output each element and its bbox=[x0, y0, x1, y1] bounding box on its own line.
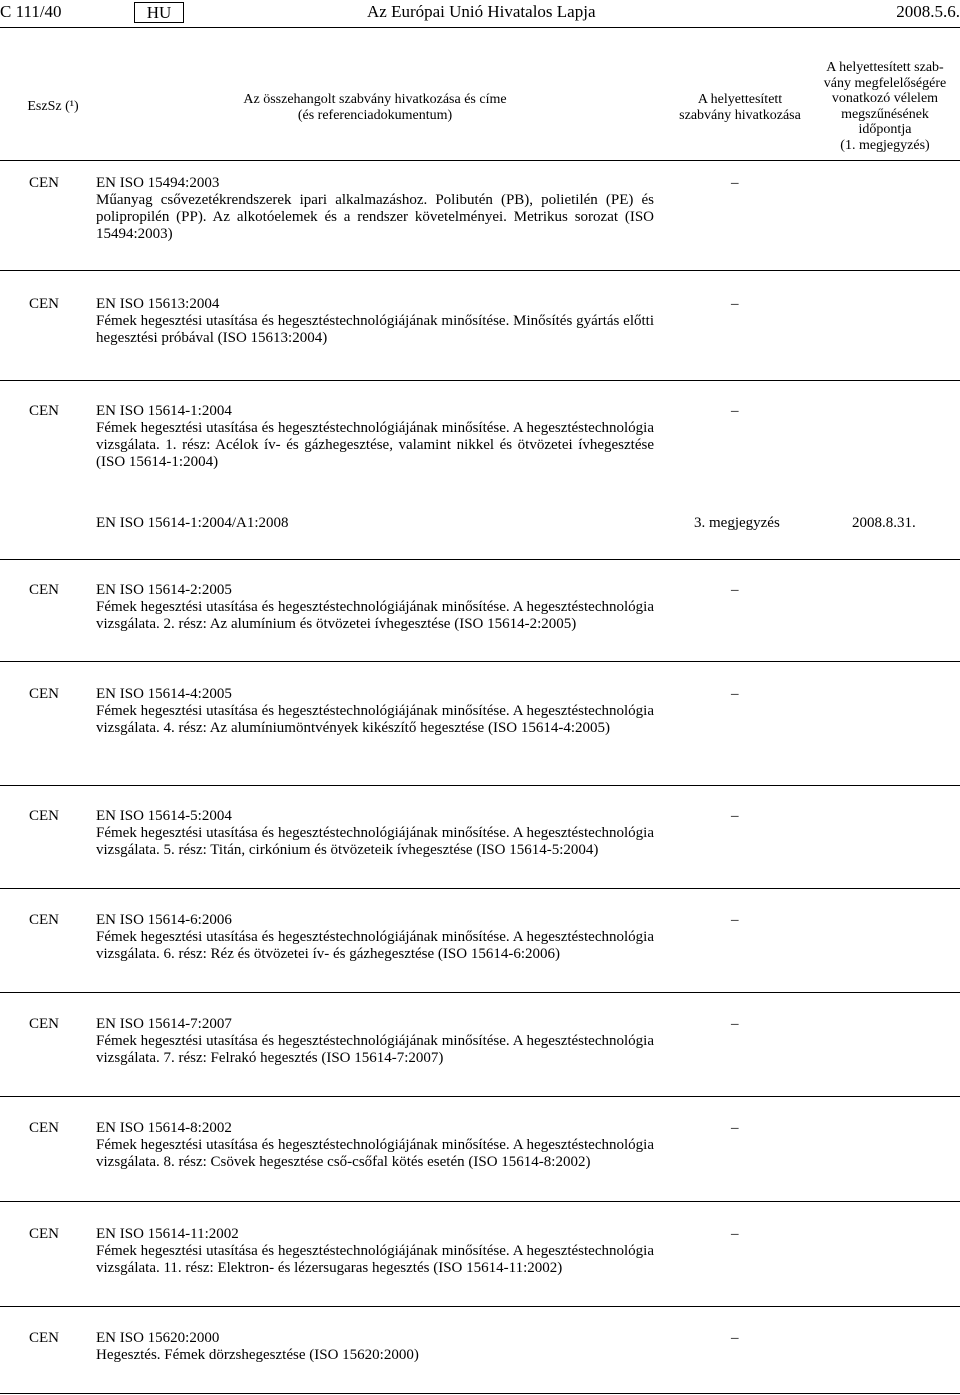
row-organisation: CEN bbox=[29, 403, 59, 419]
row-organisation: CEN bbox=[29, 1226, 59, 1242]
row-organisation: CEN bbox=[29, 175, 59, 191]
row-organisation: CEN bbox=[29, 582, 59, 598]
row-standard-title: Fémek hegesztési utasítása és hegesztéstechnológiájának minősítése. Minősítés gyártás előtti hegesztési próbával (ISO 15613:2004) bbox=[96, 313, 654, 346]
issue-date: 2008.5.6. bbox=[896, 2, 960, 21]
col-header-standard: Az összehangolt szabvány hivatkozása és címe (és referenciadokumentum) bbox=[243, 92, 507, 123]
page-reference: C 111/40 bbox=[0, 2, 62, 21]
row-standard-title: Műanyag csővezetékrendszerek ipari alkalmazáshoz. Polibutén (PB), polietilén (PE) és polipropilén (PP). Az alkotóelemek és a rendszer követelményei. Metrikus sorozat (ISO 15494:2003) bbox=[96, 192, 654, 242]
page-header bbox=[0, 0, 960, 24]
row-standard-code: EN ISO 15494:2003 bbox=[96, 175, 220, 191]
row-standard-code: EN ISO 15614-7:2007 bbox=[96, 1016, 232, 1032]
row-standard-title: Fémek hegesztési utasítása és hegesztéstechnológiájának minősítése. A hegesztéstechnológia vizsgálata. 8. rész: Csövek hegesztése cső-csőfal kötés esetén (ISO 15614-8:2002) bbox=[96, 1137, 654, 1170]
row-replaced-standard: – bbox=[731, 1226, 739, 1242]
row-replaced-standard: – bbox=[731, 403, 739, 419]
amendment-note: 3. megjegyzés bbox=[694, 515, 780, 531]
row-replaced-standard: – bbox=[731, 912, 739, 928]
header-rule bbox=[0, 27, 960, 28]
row-divider bbox=[0, 661, 960, 662]
journal-title: Az Európai Unió Hivatalos Lapja bbox=[367, 2, 596, 21]
row-standard-title: Fémek hegesztési utasítása és hegesztéstechnológiájának minősítése. A hegesztéstechnológia vizsgálata. 11. rész: Elektron- és lézersugaras hegesztés (ISO 15614-11:2002) bbox=[96, 1243, 654, 1276]
row-divider bbox=[0, 270, 960, 271]
row-replaced-standard: – bbox=[731, 1016, 739, 1032]
row-standard-code: EN ISO 15614-2:2005 bbox=[96, 582, 232, 598]
row-organisation: CEN bbox=[29, 1120, 59, 1136]
row-organisation: CEN bbox=[29, 1016, 59, 1032]
row-organisation: CEN bbox=[29, 1330, 59, 1346]
row-standard-code: EN ISO 15614-8:2002 bbox=[96, 1120, 232, 1136]
row-organisation: CEN bbox=[29, 296, 59, 312]
row-divider bbox=[0, 1201, 960, 1202]
row-organisation: CEN bbox=[29, 686, 59, 702]
row-standard-code: EN ISO 15614-1:2004 bbox=[96, 403, 232, 419]
row-standard-code: EN ISO 15620:2000 bbox=[96, 1330, 220, 1346]
row-organisation: CEN bbox=[29, 912, 59, 928]
row-organisation: CEN bbox=[29, 808, 59, 824]
row-divider bbox=[0, 559, 960, 560]
row-standard-title: Fémek hegesztési utasítása és hegesztéstechnológiájának minősítése. A hegesztéstechnológia vizsgálata. 1. rész: Acélok ív- és gázhegesztése, valamint nikkel és ötvözetei ívhegesztése (ISO 15614-1:2004) bbox=[96, 420, 654, 470]
row-replaced-standard: – bbox=[731, 1330, 739, 1346]
row-divider bbox=[0, 888, 960, 889]
row-standard-code: EN ISO 15614-4:2005 bbox=[96, 686, 232, 702]
col-header-cessation-date: A helyettesített szab- vány megfelelőségére vonatkozó vélelem megszűnésének időpontja (1. megjegyzés) bbox=[823, 60, 947, 153]
row-divider bbox=[0, 1393, 960, 1394]
row-standard-title: Fémek hegesztési utasítása és hegesztéstechnológiájának minősítése. A hegesztéstechnológia vizsgálata. 7. rész: Felrakó hegesztés (ISO 15614-7:2007) bbox=[96, 1033, 654, 1066]
row-standard-code: EN ISO 15613:2004 bbox=[96, 296, 220, 312]
col-header-esz: EszSz (¹) bbox=[27, 99, 79, 114]
row-replaced-standard: – bbox=[731, 1120, 739, 1136]
row-replaced-standard: – bbox=[731, 686, 739, 702]
row-standard-title: Fémek hegesztési utasítása és hegesztéstechnológiájának minősítése. A hegesztéstechnológia vizsgálata. 6. rész: Réz és ötvözetei ív- és gázhegesztése (ISO 15614-6:2006) bbox=[96, 929, 654, 962]
row-divider bbox=[0, 1306, 960, 1307]
row-divider bbox=[0, 380, 960, 381]
amendment-code: EN ISO 15614-1:2004/A1:2008 bbox=[96, 515, 289, 531]
row-divider bbox=[0, 785, 960, 786]
language-badge: HU bbox=[134, 2, 184, 23]
amendment-date: 2008.8.31. bbox=[852, 515, 916, 531]
row-replaced-standard: – bbox=[731, 808, 739, 824]
row-divider bbox=[0, 992, 960, 993]
row-standard-code: EN ISO 15614-5:2004 bbox=[96, 808, 232, 824]
row-standard-title: Hegesztés. Fémek dörzshegesztése (ISO 15620:2000) bbox=[96, 1347, 419, 1363]
row-divider bbox=[0, 1096, 960, 1097]
row-standard-title: Fémek hegesztési utasítása és hegesztéstechnológiájának minősítése. A hegesztéstechnológia vizsgálata. 2. rész: Az alumínium és ötvözetei ívhegesztése (ISO 15614-2:2005) bbox=[96, 599, 654, 632]
row-standard-title: Fémek hegesztési utasítása és hegesztéstechnológiájának minősítése. A hegesztéstechnológia vizsgálata. 5. rész: Titán, cirkónium és ötvözeteik ívhegesztése (ISO 15614-5:2004) bbox=[96, 825, 654, 858]
row-standard-code: EN ISO 15614-6:2006 bbox=[96, 912, 232, 928]
row-standard-code: EN ISO 15614-11:2002 bbox=[96, 1226, 239, 1242]
col-header-replaced: A helyettesített szabvány hivatkozása bbox=[679, 92, 801, 123]
row-replaced-standard: – bbox=[731, 296, 739, 312]
table-header-rule bbox=[0, 160, 960, 161]
row-replaced-standard: – bbox=[731, 175, 739, 191]
row-replaced-standard: – bbox=[731, 582, 739, 598]
row-standard-title: Fémek hegesztési utasítása és hegesztéstechnológiájának minősítése. A hegesztéstechnológia vizsgálata. 4. rész: Az alumíniumöntvények kikészítő hegesztése (ISO 15614-4:2005) bbox=[96, 703, 654, 736]
